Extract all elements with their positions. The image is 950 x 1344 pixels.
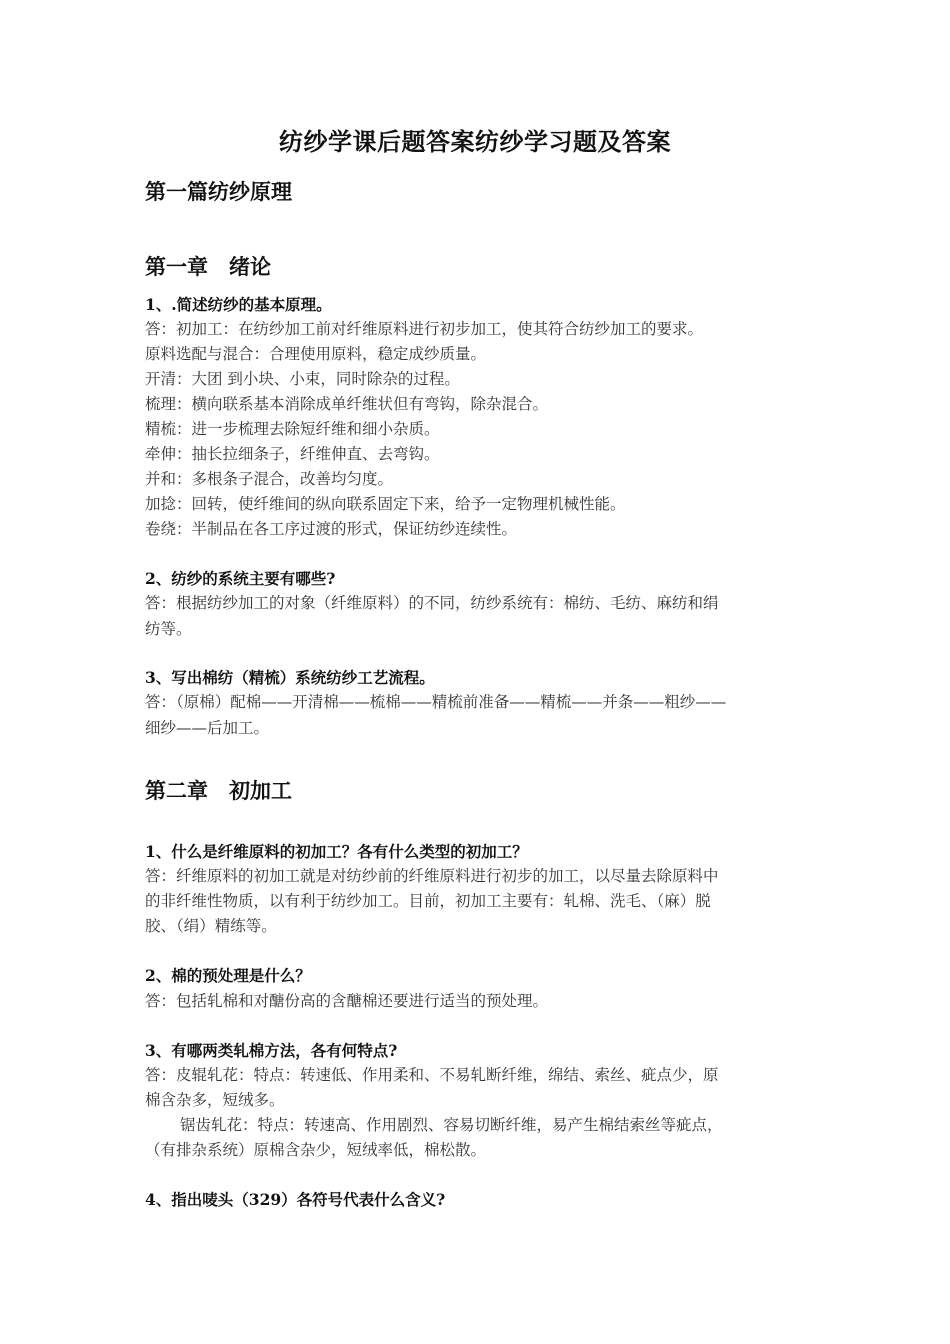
answer-line: 答：纤维原料的初加工就是对纺纱前的纤维原料进行初步的加工，以尽量去除原料中 [145,867,719,885]
answer-line: 答：初加工：在纺纱加工前对纤维原料进行初步加工，使其符合纺纱加工的要求。 [145,320,704,338]
answer-line: 原料选配与混合：合理使用原料，稳定成纱质量。 [145,345,487,363]
answer-line: 胶、（绢）精练等。 [145,917,277,935]
answer-line: 纺等。 [145,620,192,638]
answer-line: 精梳：进一步梳理去除短纤维和细小杂质。 [145,420,440,438]
question-heading: 2、纺纱的系统主要有哪些? [145,569,336,588]
answer-line: 答：皮辊轧花：特点：转速低、作用柔和、不易轧断纤维，绵结、索丝、疵点少，原 [145,1066,719,1084]
answer-line: （有排杂系统）原棉含杂少，短绒率低，棉松散。 [145,1141,487,1159]
answer-line: 梳理：横向联系基本消除成单纤维状但有弯钩，除杂混合。 [145,395,549,413]
answer-line: 答：根据纺纱加工的对象（纤维原料）的不同，纺纱系统有：棉纺、毛纺、麻纺和绢 [145,594,719,612]
answer-line: 棉含杂多，短绒多。 [145,1091,285,1109]
question-heading: 1、什么是纤维原料的初加工？各有什么类型的初加工？ [145,842,528,861]
answer-line: 细纱——后加工。 [145,719,270,737]
question-heading: 2、棉的预处理是什么？ [145,966,311,985]
answer-line: 答：包括轧棉和对醣份高的含醣棉还要进行适当的预处理。 [145,992,549,1010]
chapter-title: 第一章 绪论 [145,254,271,279]
question-heading: 3、有哪两类轧棉方法，各有何特点? [145,1041,398,1060]
document-title: 纺纱学课后题答案纺纱学习题及答案 [279,127,671,156]
answer-line: 的非纤维性物质，以有利于纺纱加工。目前，初加工主要有：轧棉、洗毛、（麻）脱 [145,892,711,910]
answer-line: 并和：多根条子混合，改善均匀度。 [145,470,394,488]
chapter-title: 第二章 初加工 [145,778,292,803]
question-heading: 4、指出唛头（329）各符号代表什么含义? [145,1190,446,1209]
question-heading: 1、.简述纺纱的基本原理。 [145,295,332,314]
answer-line: 锯齿轧花：特点：转速高、作用剧烈、容易切断纤维，易产生棉结索丝等疵点， [180,1116,723,1134]
answer-line: 加捻：回转，使纤维间的纵向联系固定下来，给予一定物理机械性能。 [145,495,626,513]
answer-line: 开清：大团 到小块、小束，同时除杂的过程。 [145,370,460,388]
question-heading: 3、写出棉纺（精梳）系统纺纱工艺流程。 [145,668,435,687]
part-title: 第一篇纺纱原理 [145,179,292,204]
answer-line: 牵伸：抽长拉细条子，纤维伸直、去弯钩。 [145,445,440,463]
answer-line: 卷绕：半制品在各工序过渡的形式，保证纺纱连续性。 [145,520,518,538]
answer-line: 答：（原棉）配棉——开清棉——梳棉——精梳前准备——精梳——并条——粗纱—— [145,693,727,711]
